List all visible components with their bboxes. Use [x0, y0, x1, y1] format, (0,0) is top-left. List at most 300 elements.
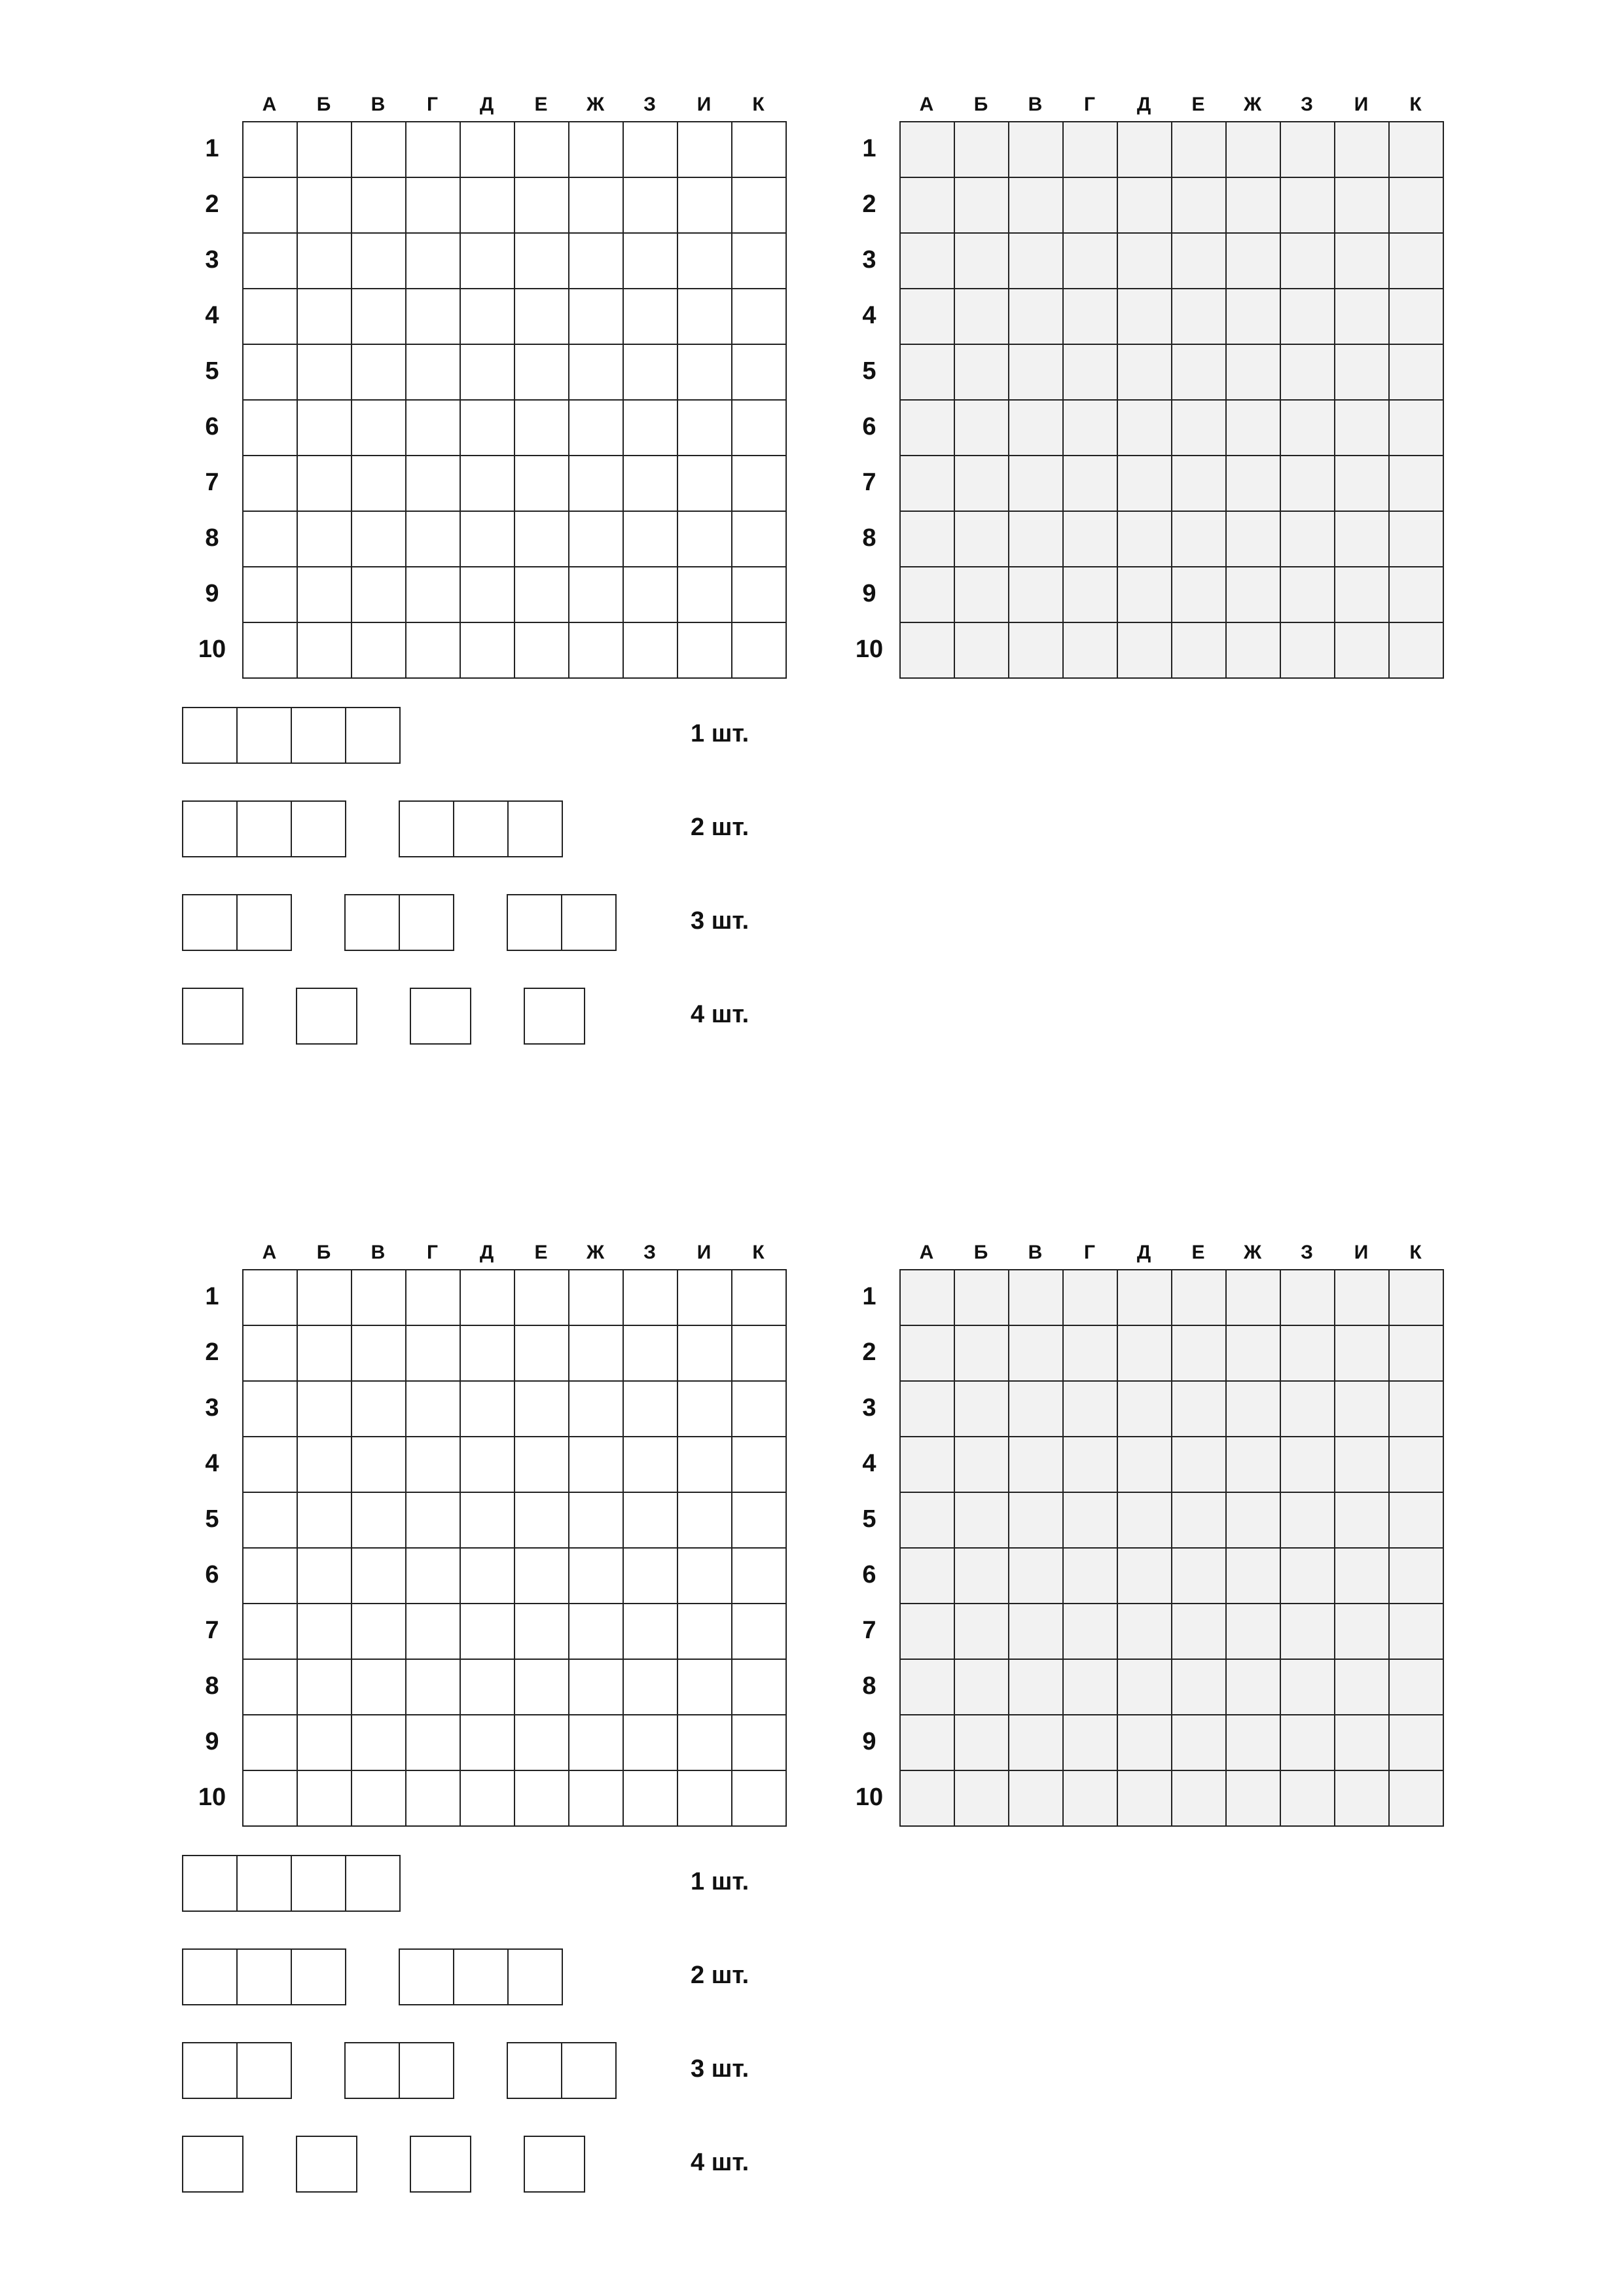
grid-cell[interactable]: [352, 1715, 406, 1771]
grid-cell[interactable]: [901, 1493, 955, 1549]
grid-cell[interactable]: [1335, 1549, 1390, 1604]
grid-cell[interactable]: [624, 1604, 678, 1660]
grid-cell[interactable]: [1335, 623, 1390, 679]
grid-cell[interactable]: [624, 1715, 678, 1771]
grid-cell[interactable]: [515, 456, 569, 512]
grid-cell[interactable]: [955, 401, 1009, 456]
grid-cell[interactable]: [1227, 345, 1281, 401]
grid-cell[interactable]: [1009, 623, 1064, 679]
grid-cell[interactable]: [1118, 1771, 1172, 1827]
grid-cell[interactable]: [406, 1604, 461, 1660]
grid-cell[interactable]: [1227, 289, 1281, 345]
grid-cell[interactable]: [461, 1715, 515, 1771]
grid-cell[interactable]: [1172, 1771, 1227, 1827]
grid-cell[interactable]: [1172, 1270, 1227, 1326]
grid-cell[interactable]: [1009, 1382, 1064, 1437]
grid-cell[interactable]: [1009, 456, 1064, 512]
grid-cell[interactable]: [1281, 1715, 1335, 1771]
grid-cell[interactable]: [1227, 1270, 1281, 1326]
grid-cell[interactable]: [569, 1604, 624, 1660]
grid-cell[interactable]: [732, 1549, 787, 1604]
grid-cell[interactable]: [1281, 289, 1335, 345]
grid-cell[interactable]: [901, 456, 955, 512]
grid-cell[interactable]: [298, 1660, 352, 1715]
grid-cell[interactable]: [1064, 1493, 1118, 1549]
grid-cell[interactable]: [1335, 1382, 1390, 1437]
grid-cell[interactable]: [1335, 1660, 1390, 1715]
grid-cell[interactable]: [1118, 1715, 1172, 1771]
grid-cell[interactable]: [955, 1549, 1009, 1604]
grid-cell[interactable]: [1064, 345, 1118, 401]
grid-cell[interactable]: [1064, 1715, 1118, 1771]
grid-cell[interactable]: [352, 456, 406, 512]
grid-cell[interactable]: [406, 623, 461, 679]
grid-cell[interactable]: [461, 1549, 515, 1604]
grid-cell[interactable]: [1064, 512, 1118, 567]
grid-cell[interactable]: [732, 512, 787, 567]
grid-cell[interactable]: [1281, 567, 1335, 623]
grid-cell[interactable]: [1118, 1382, 1172, 1437]
grid-cell[interactable]: [1172, 623, 1227, 679]
grid-cell[interactable]: [515, 1715, 569, 1771]
grid-cell[interactable]: [406, 1549, 461, 1604]
grid-cell[interactable]: [569, 1715, 624, 1771]
grid-cell[interactable]: [732, 1660, 787, 1715]
grid-cell[interactable]: [1227, 1715, 1281, 1771]
grid-cell[interactable]: [569, 1549, 624, 1604]
grid-cell[interactable]: [1172, 178, 1227, 234]
grid-cell[interactable]: [1335, 1437, 1390, 1493]
grid-cell[interactable]: [901, 512, 955, 567]
grid-cell[interactable]: [1009, 122, 1064, 178]
grid-cell[interactable]: [569, 401, 624, 456]
grid-cell[interactable]: [955, 1437, 1009, 1493]
grid-cell[interactable]: [1390, 1771, 1444, 1827]
grid-cell[interactable]: [1281, 178, 1335, 234]
grid-cell[interactable]: [1009, 234, 1064, 289]
grid-cell[interactable]: [1009, 1715, 1064, 1771]
grid-cell[interactable]: [901, 1715, 955, 1771]
grid-cell[interactable]: [298, 1549, 352, 1604]
grid-cell[interactable]: [1064, 234, 1118, 289]
grid-cell[interactable]: [1227, 122, 1281, 178]
grid-cell[interactable]: [298, 1715, 352, 1771]
grid-cell[interactable]: [406, 567, 461, 623]
grid-cell[interactable]: [244, 1715, 298, 1771]
grid-cell[interactable]: [1335, 456, 1390, 512]
grid-cell[interactable]: [1118, 1604, 1172, 1660]
grid-cell[interactable]: [569, 567, 624, 623]
grid-cell[interactable]: [624, 512, 678, 567]
grid-cell[interactable]: [298, 567, 352, 623]
grid-cell[interactable]: [1064, 1604, 1118, 1660]
grid-cell[interactable]: [1335, 512, 1390, 567]
grid-cell[interactable]: [1390, 1493, 1444, 1549]
grid-cell[interactable]: [1281, 345, 1335, 401]
grid-cell[interactable]: [1064, 401, 1118, 456]
grid-cell[interactable]: [1227, 178, 1281, 234]
grid-cell[interactable]: [1335, 1715, 1390, 1771]
grid-cell[interactable]: [732, 401, 787, 456]
grid-cell[interactable]: [624, 623, 678, 679]
grid-cell[interactable]: [901, 1660, 955, 1715]
grid-cell[interactable]: [955, 1326, 1009, 1382]
grid-cell[interactable]: [1009, 1604, 1064, 1660]
grid-cell[interactable]: [1172, 512, 1227, 567]
grid-cell[interactable]: [1335, 1326, 1390, 1382]
grid-cell[interactable]: [678, 1715, 732, 1771]
grid-cell[interactable]: [244, 623, 298, 679]
grid-cell[interactable]: [352, 401, 406, 456]
grid-cell[interactable]: [732, 1604, 787, 1660]
grid-cell[interactable]: [1227, 623, 1281, 679]
grid-cell[interactable]: [515, 1771, 569, 1827]
grid-cell[interactable]: [1009, 401, 1064, 456]
grid-cell[interactable]: [1009, 1326, 1064, 1382]
grid-cell[interactable]: [955, 567, 1009, 623]
grid-cell[interactable]: [1390, 623, 1444, 679]
grid-cell[interactable]: [1281, 1270, 1335, 1326]
grid-cell[interactable]: [1390, 345, 1444, 401]
grid-cell[interactable]: [1227, 1382, 1281, 1437]
grid-cell[interactable]: [1172, 1382, 1227, 1437]
grid-cell[interactable]: [678, 401, 732, 456]
grid-cell[interactable]: [1118, 1549, 1172, 1604]
grid-cell[interactable]: [678, 623, 732, 679]
grid-cell[interactable]: [732, 1715, 787, 1771]
grid-cell[interactable]: [1227, 401, 1281, 456]
grid-cell[interactable]: [1227, 1549, 1281, 1604]
grid-cell[interactable]: [1281, 234, 1335, 289]
grid-cell[interactable]: [1064, 1326, 1118, 1382]
grid-cell[interactable]: [406, 401, 461, 456]
grid-cell[interactable]: [901, 1326, 955, 1382]
grid-cell[interactable]: [1281, 122, 1335, 178]
grid-cell[interactable]: [1390, 567, 1444, 623]
grid-cell[interactable]: [1009, 1493, 1064, 1549]
grid-cell[interactable]: [1335, 178, 1390, 234]
grid-cell[interactable]: [1281, 456, 1335, 512]
grid-cell[interactable]: [461, 1604, 515, 1660]
grid-cell[interactable]: [461, 567, 515, 623]
grid-cell[interactable]: [1064, 1549, 1118, 1604]
grid-cell[interactable]: [1227, 1660, 1281, 1715]
grid-cell[interactable]: [1281, 1771, 1335, 1827]
grid-cell[interactable]: [1118, 512, 1172, 567]
grid-cell[interactable]: [1118, 345, 1172, 401]
grid-cell[interactable]: [406, 456, 461, 512]
grid-cell[interactable]: [406, 1660, 461, 1715]
grid-cell[interactable]: [1390, 512, 1444, 567]
grid-cell[interactable]: [1172, 1715, 1227, 1771]
grid-cell[interactable]: [244, 512, 298, 567]
grid-cell[interactable]: [624, 567, 678, 623]
grid-cell[interactable]: [624, 1660, 678, 1715]
grid-cell[interactable]: [461, 1771, 515, 1827]
grid-cell[interactable]: [1064, 567, 1118, 623]
grid-cell[interactable]: [1064, 1270, 1118, 1326]
grid-cell[interactable]: [1009, 1270, 1064, 1326]
grid-cell[interactable]: [901, 1437, 955, 1493]
grid-cell[interactable]: [1009, 567, 1064, 623]
grid-cell[interactable]: [244, 456, 298, 512]
grid-cell[interactable]: [1064, 289, 1118, 345]
grid-cell[interactable]: [901, 401, 955, 456]
grid-cell[interactable]: [1227, 567, 1281, 623]
grid-cell[interactable]: [461, 1660, 515, 1715]
grid-cell[interactable]: [1335, 345, 1390, 401]
grid-cell[interactable]: [1172, 456, 1227, 512]
grid-cell[interactable]: [1118, 1493, 1172, 1549]
grid-cell[interactable]: [298, 401, 352, 456]
grid-cell[interactable]: [1281, 1437, 1335, 1493]
grid-cell[interactable]: [515, 1549, 569, 1604]
grid-cell[interactable]: [515, 1660, 569, 1715]
grid-cell[interactable]: [1335, 567, 1390, 623]
grid-cell[interactable]: [1281, 1549, 1335, 1604]
grid-cell[interactable]: [1172, 1549, 1227, 1604]
grid-cell[interactable]: [1118, 289, 1172, 345]
grid-cell[interactable]: [678, 567, 732, 623]
grid-cell[interactable]: [955, 1771, 1009, 1827]
grid-cell[interactable]: [678, 1660, 732, 1715]
grid-cell[interactable]: [1118, 456, 1172, 512]
grid-cell[interactable]: [1118, 623, 1172, 679]
grid-cell[interactable]: [901, 345, 955, 401]
grid-cell[interactable]: [352, 623, 406, 679]
grid-cell[interactable]: [1335, 122, 1390, 178]
grid-cell[interactable]: [1227, 234, 1281, 289]
grid-cell[interactable]: [1390, 1549, 1444, 1604]
grid-cell[interactable]: [298, 456, 352, 512]
grid-cell[interactable]: [1118, 1437, 1172, 1493]
grid-cell[interactable]: [678, 1604, 732, 1660]
grid-cell[interactable]: [1172, 1326, 1227, 1382]
grid-cell[interactable]: [1009, 512, 1064, 567]
grid-cell[interactable]: [1227, 1437, 1281, 1493]
grid-cell[interactable]: [406, 1715, 461, 1771]
grid-cell[interactable]: [1118, 401, 1172, 456]
grid-cell[interactable]: [624, 401, 678, 456]
grid-cell[interactable]: [1009, 1549, 1064, 1604]
grid-cell[interactable]: [244, 1660, 298, 1715]
grid-cell[interactable]: [678, 456, 732, 512]
grid-cell[interactable]: [515, 567, 569, 623]
grid-cell[interactable]: [1390, 234, 1444, 289]
grid-cell[interactable]: [1335, 1493, 1390, 1549]
grid-cell[interactable]: [1064, 178, 1118, 234]
grid-cell[interactable]: [244, 567, 298, 623]
grid-cell[interactable]: [461, 623, 515, 679]
grid-cell[interactable]: [955, 122, 1009, 178]
grid-cell[interactable]: [352, 1771, 406, 1827]
grid-cell[interactable]: [1335, 401, 1390, 456]
grid-cell[interactable]: [569, 456, 624, 512]
grid-cell[interactable]: [461, 512, 515, 567]
grid-cell[interactable]: [901, 623, 955, 679]
grid-cell[interactable]: [901, 1771, 955, 1827]
grid-cell[interactable]: [406, 512, 461, 567]
grid-cell[interactable]: [569, 1771, 624, 1827]
grid-cell[interactable]: [1172, 1437, 1227, 1493]
grid-cell[interactable]: [1172, 122, 1227, 178]
grid-cell[interactable]: [955, 512, 1009, 567]
grid-cell[interactable]: [955, 1270, 1009, 1326]
grid-cell[interactable]: [298, 623, 352, 679]
grid-cell[interactable]: [1064, 456, 1118, 512]
grid-cell[interactable]: [244, 1771, 298, 1827]
grid-cell[interactable]: [1390, 401, 1444, 456]
grid-cell[interactable]: [1227, 512, 1281, 567]
grid-cell[interactable]: [1009, 1660, 1064, 1715]
grid-cell[interactable]: [901, 289, 955, 345]
grid-cell[interactable]: [461, 401, 515, 456]
grid-cell[interactable]: [901, 122, 955, 178]
grid-cell[interactable]: [569, 512, 624, 567]
grid-cell[interactable]: [1281, 1382, 1335, 1437]
grid-cell[interactable]: [955, 1715, 1009, 1771]
grid-cell[interactable]: [1390, 1660, 1444, 1715]
grid-cell[interactable]: [1281, 623, 1335, 679]
grid-cell[interactable]: [1390, 1326, 1444, 1382]
grid-cell[interactable]: [1390, 456, 1444, 512]
grid-cell[interactable]: [1172, 567, 1227, 623]
grid-cell[interactable]: [244, 401, 298, 456]
grid-cell[interactable]: [732, 567, 787, 623]
grid-cell[interactable]: [1281, 1493, 1335, 1549]
grid-cell[interactable]: [1335, 1270, 1390, 1326]
grid-cell[interactable]: [515, 401, 569, 456]
grid-cell[interactable]: [1390, 1715, 1444, 1771]
grid-cell[interactable]: [1227, 1771, 1281, 1827]
grid-cell[interactable]: [955, 289, 1009, 345]
grid-cell[interactable]: [352, 567, 406, 623]
grid-cell[interactable]: [1172, 289, 1227, 345]
grid-cell[interactable]: [678, 512, 732, 567]
grid-cell[interactable]: [1118, 1660, 1172, 1715]
grid-cell[interactable]: [1390, 1270, 1444, 1326]
grid-cell[interactable]: [1118, 567, 1172, 623]
grid-cell[interactable]: [1281, 1660, 1335, 1715]
grid-cell[interactable]: [569, 623, 624, 679]
grid-cell[interactable]: [244, 1549, 298, 1604]
grid-cell[interactable]: [1172, 1493, 1227, 1549]
grid-cell[interactable]: [955, 1660, 1009, 1715]
grid-cell[interactable]: [1227, 1326, 1281, 1382]
grid-cell[interactable]: [1335, 289, 1390, 345]
grid-cell[interactable]: [1009, 1437, 1064, 1493]
grid-cell[interactable]: [352, 1604, 406, 1660]
grid-cell[interactable]: [901, 1604, 955, 1660]
grid-cell[interactable]: [955, 345, 1009, 401]
grid-cell[interactable]: [515, 512, 569, 567]
grid-cell[interactable]: [1118, 178, 1172, 234]
grid-cell[interactable]: [955, 1493, 1009, 1549]
grid-cell[interactable]: [1172, 1660, 1227, 1715]
grid-cell[interactable]: [1227, 1604, 1281, 1660]
grid-cell[interactable]: [298, 1771, 352, 1827]
grid-cell[interactable]: [901, 1382, 955, 1437]
grid-cell[interactable]: [1064, 1660, 1118, 1715]
grid-cell[interactable]: [1172, 401, 1227, 456]
grid-cell[interactable]: [1064, 623, 1118, 679]
grid-cell[interactable]: [298, 1604, 352, 1660]
grid-cell[interactable]: [1281, 1604, 1335, 1660]
grid-cell[interactable]: [352, 512, 406, 567]
grid-cell[interactable]: [1281, 401, 1335, 456]
grid-cell[interactable]: [1118, 122, 1172, 178]
grid-cell[interactable]: [1390, 289, 1444, 345]
grid-cell[interactable]: [1390, 1604, 1444, 1660]
grid-cell[interactable]: [1390, 122, 1444, 178]
grid-cell[interactable]: [1390, 1382, 1444, 1437]
grid-cell[interactable]: [732, 623, 787, 679]
grid-cell[interactable]: [1064, 1771, 1118, 1827]
grid-cell[interactable]: [901, 178, 955, 234]
grid-cell[interactable]: [1227, 1493, 1281, 1549]
grid-cell[interactable]: [624, 456, 678, 512]
grid-cell[interactable]: [352, 1660, 406, 1715]
grid-cell[interactable]: [1009, 345, 1064, 401]
grid-cell[interactable]: [1009, 289, 1064, 345]
grid-cell[interactable]: [678, 1771, 732, 1827]
grid-cell[interactable]: [1335, 1771, 1390, 1827]
grid-cell[interactable]: [1227, 456, 1281, 512]
grid-cell[interactable]: [1064, 122, 1118, 178]
grid-cell[interactable]: [624, 1771, 678, 1827]
grid-cell[interactable]: [1390, 1437, 1444, 1493]
grid-cell[interactable]: [1118, 234, 1172, 289]
grid-cell[interactable]: [1064, 1382, 1118, 1437]
grid-cell[interactable]: [1064, 1437, 1118, 1493]
grid-cell[interactable]: [955, 1604, 1009, 1660]
grid-cell[interactable]: [298, 512, 352, 567]
grid-cell[interactable]: [955, 456, 1009, 512]
grid-cell[interactable]: [569, 1660, 624, 1715]
grid-cell[interactable]: [244, 1604, 298, 1660]
grid-cell[interactable]: [515, 623, 569, 679]
grid-cell[interactable]: [955, 178, 1009, 234]
grid-cell[interactable]: [901, 1270, 955, 1326]
grid-cell[interactable]: [624, 1549, 678, 1604]
grid-cell[interactable]: [1172, 345, 1227, 401]
grid-cell[interactable]: [1335, 234, 1390, 289]
grid-cell[interactable]: [901, 567, 955, 623]
grid-cell[interactable]: [1009, 1771, 1064, 1827]
grid-cell[interactable]: [1172, 234, 1227, 289]
grid-cell[interactable]: [1281, 1326, 1335, 1382]
grid-cell[interactable]: [1281, 512, 1335, 567]
grid-cell[interactable]: [515, 1604, 569, 1660]
grid-cell[interactable]: [352, 1549, 406, 1604]
grid-cell[interactable]: [901, 1549, 955, 1604]
grid-cell[interactable]: [901, 234, 955, 289]
grid-cell[interactable]: [732, 1771, 787, 1827]
grid-cell[interactable]: [1009, 178, 1064, 234]
grid-cell[interactable]: [461, 456, 515, 512]
grid-cell[interactable]: [678, 1549, 732, 1604]
grid-cell[interactable]: [955, 623, 1009, 679]
grid-cell[interactable]: [955, 1382, 1009, 1437]
grid-cell[interactable]: [1390, 178, 1444, 234]
grid-cell[interactable]: [732, 456, 787, 512]
grid-cell[interactable]: [955, 234, 1009, 289]
grid-cell[interactable]: [1118, 1326, 1172, 1382]
grid-cell[interactable]: [1172, 1604, 1227, 1660]
grid-cell[interactable]: [1335, 1604, 1390, 1660]
grid-cell[interactable]: [406, 1771, 461, 1827]
grid-cell[interactable]: [1118, 1270, 1172, 1326]
